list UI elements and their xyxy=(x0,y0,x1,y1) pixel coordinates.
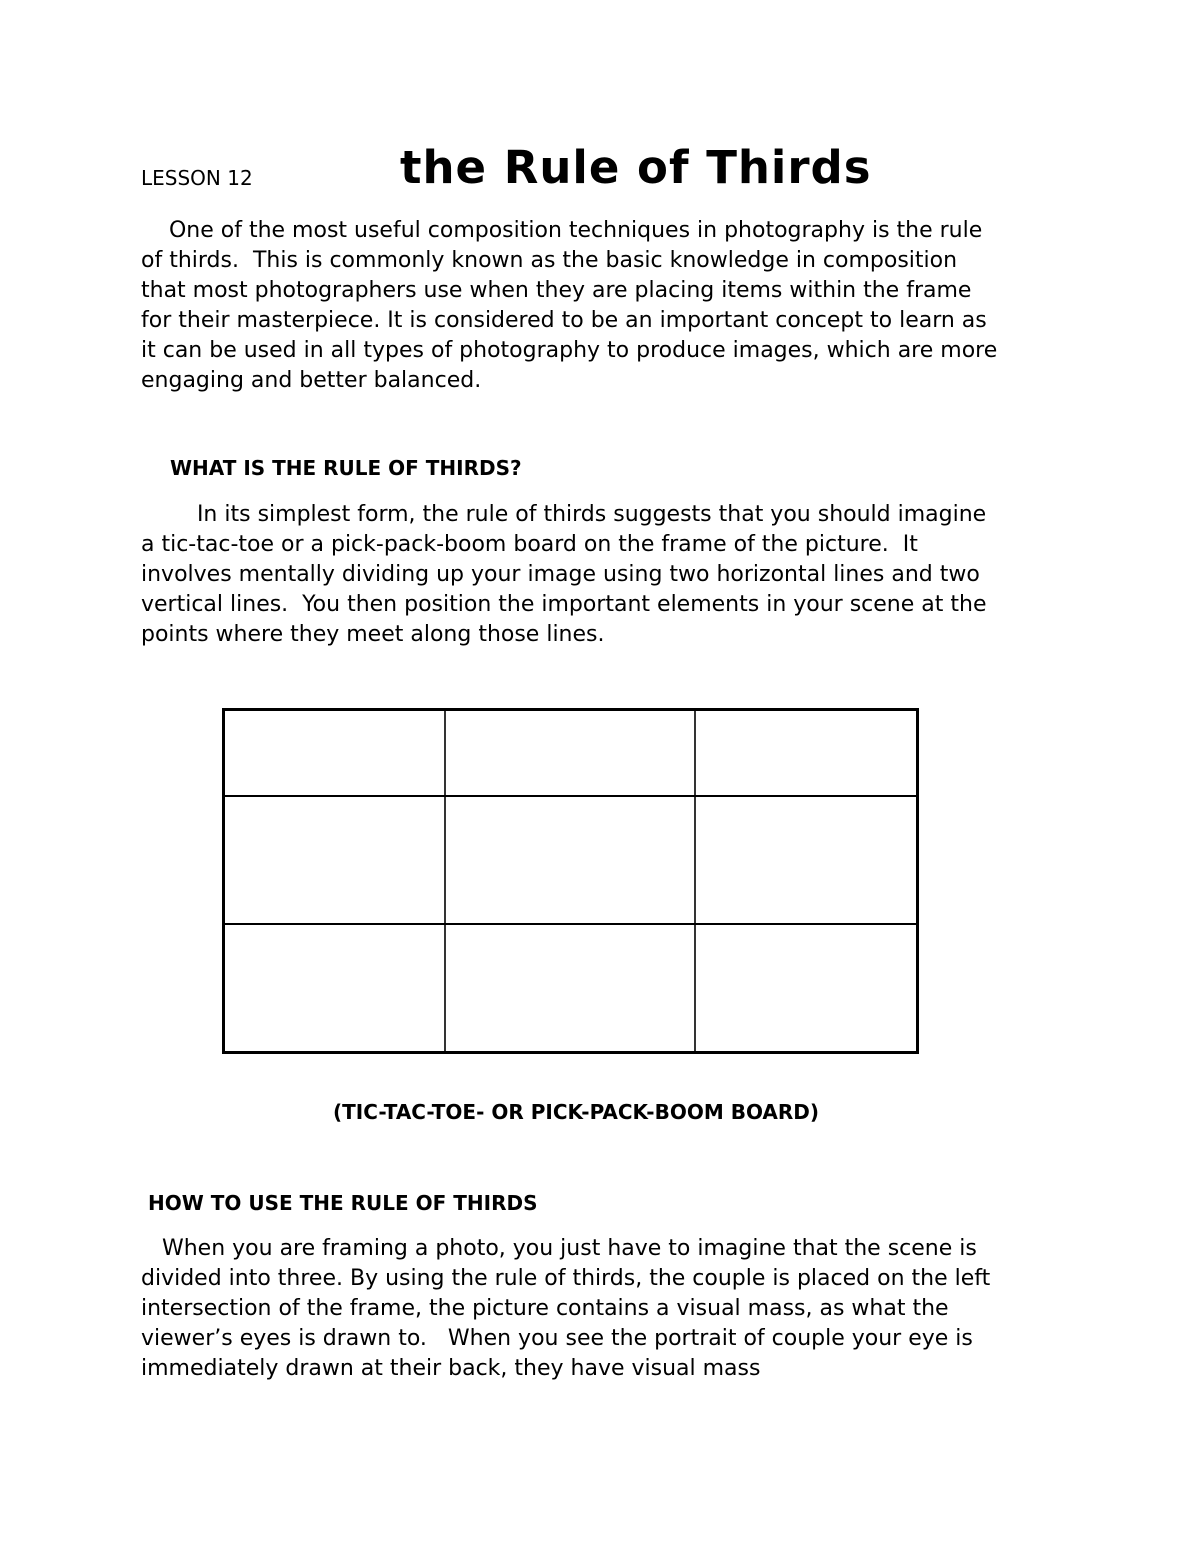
paragraph-line: that most photographers use when they are placing items within the frame xyxy=(141,278,972,303)
definition-paragraph xyxy=(141,500,1081,650)
paragraph-line: of thirds. This is commonly known as the basic knowledge in composition xyxy=(141,248,958,273)
grid-border xyxy=(224,710,918,1053)
intro-paragraph xyxy=(141,216,1081,396)
paragraph-line: a tic-tac-toe or a pick-pack-boom board on the frame of the picture. It xyxy=(141,532,918,557)
document-title: the Rule of Thirds xyxy=(400,141,872,194)
board-caption: (TIC-TAC-TOE- OR PICK-PACK-BOOM BOARD) xyxy=(333,1100,820,1124)
paragraph-line: it can be used in all types of photography to produce images, which are more xyxy=(141,338,998,363)
paragraph-line: When you are framing a photo, you just have to imagine that the scene is xyxy=(141,1236,977,1261)
paragraph-line: for their masterpiece. It is considered to be an important concept to learn as xyxy=(141,308,987,333)
paragraph-line: vertical lines. You then position the important elements in your scene at the xyxy=(141,592,987,617)
paragraph-line: involves mentally dividing up your image using two horizontal lines and two xyxy=(141,562,980,587)
paragraph-line: points where they meet along those lines. xyxy=(141,622,605,647)
lesson-label: LESSON 12 xyxy=(141,166,253,190)
paragraph-line: divided into three. By using the rule of thirds, the couple is placed on the left xyxy=(141,1266,991,1291)
paragraph-line: viewer’s eyes is drawn to. When you see the portrait of couple your eye is xyxy=(141,1326,973,1351)
section-heading-what-is: WHAT IS THE RULE OF THIRDS? xyxy=(170,456,522,480)
usage-paragraph xyxy=(141,1234,1081,1384)
section-heading-how-to-use: HOW TO USE THE RULE OF THIRDS xyxy=(148,1191,538,1215)
paragraph-line: intersection of the frame, the picture contains a visual mass, as what the xyxy=(141,1296,949,1321)
paragraph-line: In its simplest form, the rule of thirds suggests that you should imagine xyxy=(141,502,987,527)
tic-tac-toe-grid xyxy=(222,708,919,1054)
paragraph-line: One of the most useful composition techniques in photography is the rule xyxy=(141,218,983,243)
paragraph-line: immediately drawn at their back, they have visual mass xyxy=(141,1356,761,1381)
paragraph-line: engaging and better balanced. xyxy=(141,368,482,393)
